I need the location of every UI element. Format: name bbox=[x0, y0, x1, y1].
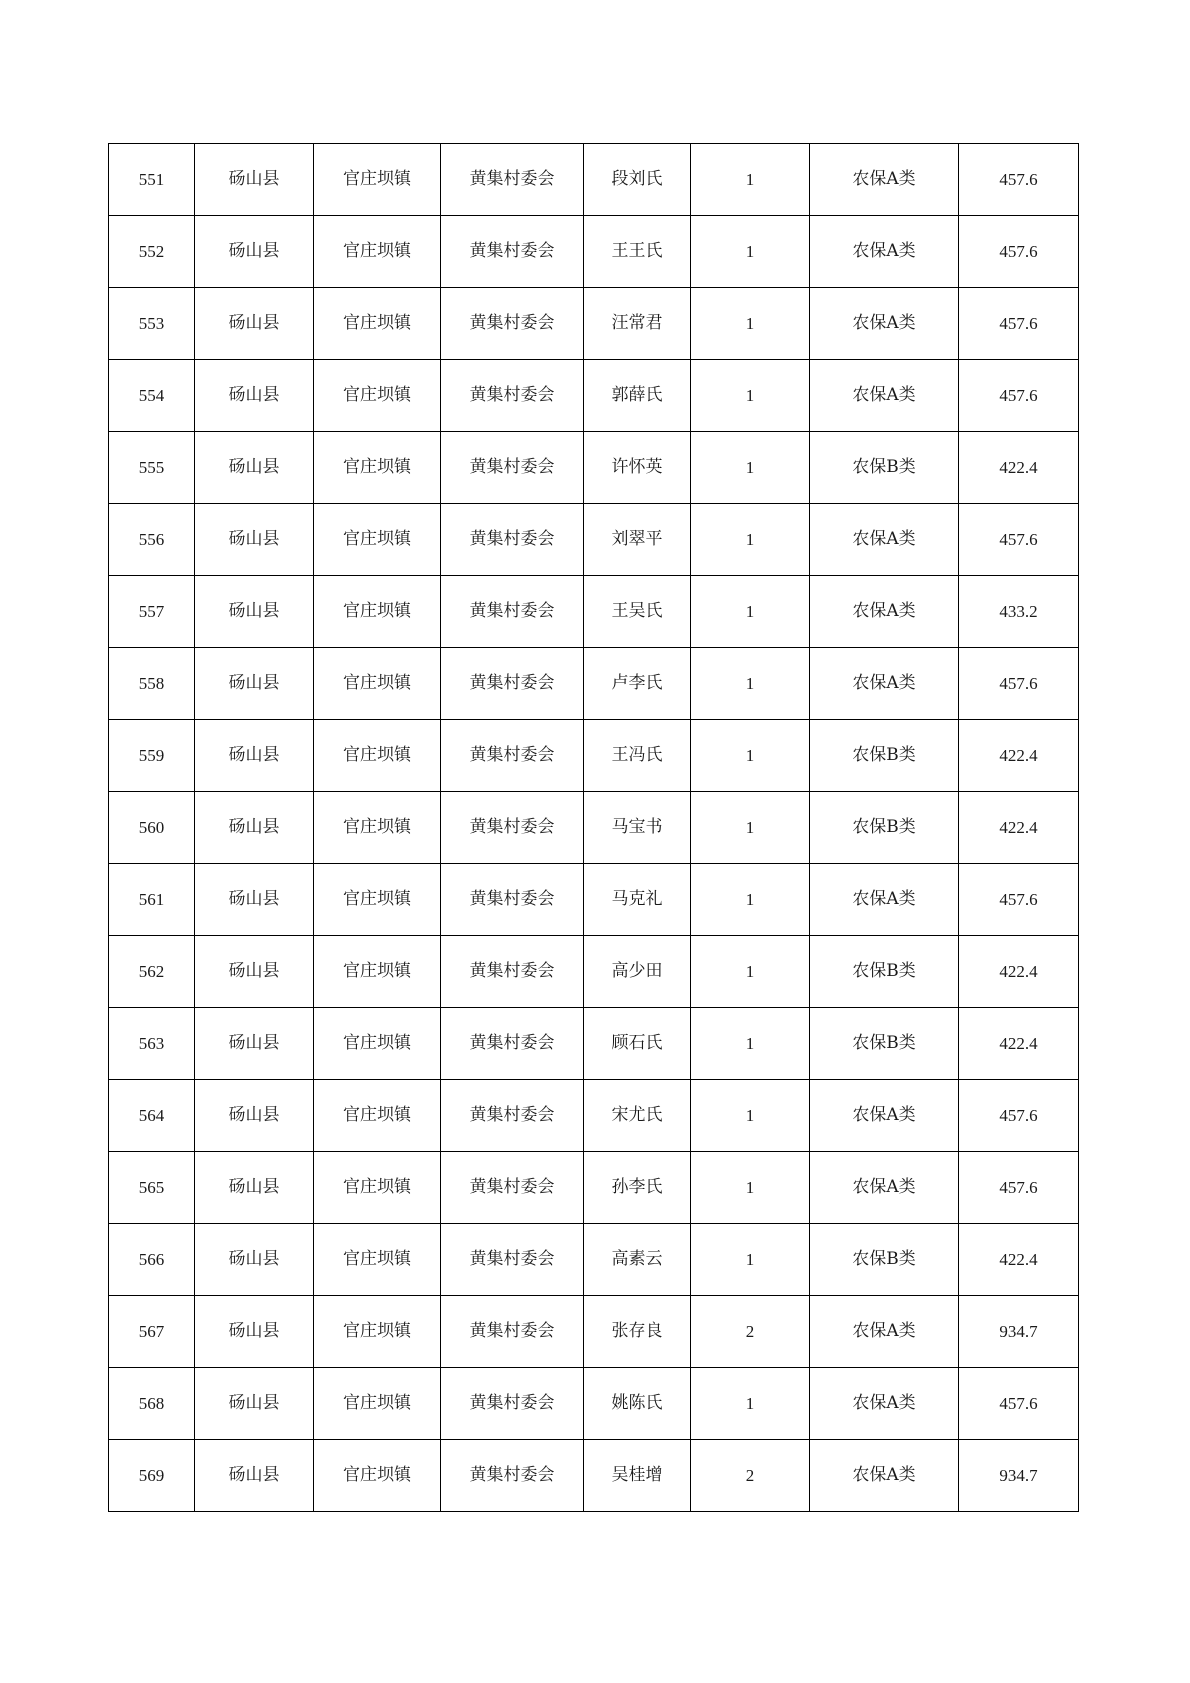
count-cell: 1 bbox=[691, 360, 810, 432]
insurance-category-cell: 农保B类 bbox=[810, 936, 959, 1008]
town-cell: 官庄坝镇 bbox=[314, 1152, 441, 1224]
county-cell: 砀山县 bbox=[195, 1224, 314, 1296]
county-cell: 砀山县 bbox=[195, 1296, 314, 1368]
person-name-cell: 卢李氏 bbox=[584, 648, 691, 720]
person-name-cell: 马宝书 bbox=[584, 792, 691, 864]
amount-cell: 457.6 bbox=[959, 1080, 1079, 1152]
row-number-cell: 569 bbox=[109, 1440, 195, 1512]
person-name-cell: 高少田 bbox=[584, 936, 691, 1008]
insurance-category-cell: 农保B类 bbox=[810, 1008, 959, 1080]
count-cell: 1 bbox=[691, 1080, 810, 1152]
town-cell: 官庄坝镇 bbox=[314, 792, 441, 864]
table-row bbox=[109, 792, 1079, 864]
row-number-cell: 554 bbox=[109, 360, 195, 432]
town-cell: 官庄坝镇 bbox=[314, 1080, 441, 1152]
county-cell: 砀山县 bbox=[195, 1440, 314, 1512]
insurance-category-cell: 农保A类 bbox=[810, 1152, 959, 1224]
amount-cell: 422.4 bbox=[959, 720, 1079, 792]
count-cell: 1 bbox=[691, 216, 810, 288]
insurance-category-cell: 农保A类 bbox=[810, 864, 959, 936]
count-cell: 1 bbox=[691, 792, 810, 864]
amount-cell: 457.6 bbox=[959, 1368, 1079, 1440]
village-committee-cell: 黄集村委会 bbox=[441, 1152, 584, 1224]
amount-cell: 457.6 bbox=[959, 1152, 1079, 1224]
row-number-cell: 565 bbox=[109, 1152, 195, 1224]
insurance-category-cell: 农保A类 bbox=[810, 288, 959, 360]
count-cell: 1 bbox=[691, 720, 810, 792]
insurance-category-cell: 农保B类 bbox=[810, 720, 959, 792]
village-committee-cell: 黄集村委会 bbox=[441, 288, 584, 360]
count-cell: 1 bbox=[691, 504, 810, 576]
amount-cell: 457.6 bbox=[959, 648, 1079, 720]
table-row bbox=[109, 1080, 1079, 1152]
person-name-cell: 汪常君 bbox=[584, 288, 691, 360]
person-name-cell: 孙李氏 bbox=[584, 1152, 691, 1224]
row-number-cell: 552 bbox=[109, 216, 195, 288]
table-row bbox=[109, 144, 1079, 216]
insurance-category-cell: 农保A类 bbox=[810, 360, 959, 432]
village-committee-cell: 黄集村委会 bbox=[441, 576, 584, 648]
insurance-category-cell: 农保B类 bbox=[810, 792, 959, 864]
table-row bbox=[109, 1152, 1079, 1224]
table-row bbox=[109, 936, 1079, 1008]
insurance-category-cell: 农保A类 bbox=[810, 576, 959, 648]
table-row bbox=[109, 1440, 1079, 1512]
amount-cell: 422.4 bbox=[959, 1008, 1079, 1080]
insurance-category-cell: 农保A类 bbox=[810, 1440, 959, 1512]
village-committee-cell: 黄集村委会 bbox=[441, 720, 584, 792]
village-committee-cell: 黄集村委会 bbox=[441, 648, 584, 720]
amount-cell: 457.6 bbox=[959, 216, 1079, 288]
count-cell: 1 bbox=[691, 432, 810, 504]
table-body bbox=[109, 144, 1079, 1512]
county-cell: 砀山县 bbox=[195, 720, 314, 792]
town-cell: 官庄坝镇 bbox=[314, 1008, 441, 1080]
amount-cell: 457.6 bbox=[959, 144, 1079, 216]
table-row bbox=[109, 864, 1079, 936]
insurance-category-cell: 农保A类 bbox=[810, 504, 959, 576]
person-name-cell: 刘翠平 bbox=[584, 504, 691, 576]
row-number-cell: 562 bbox=[109, 936, 195, 1008]
person-name-cell: 段刘氏 bbox=[584, 144, 691, 216]
table-row bbox=[109, 216, 1079, 288]
insurance-category-cell: 农保A类 bbox=[810, 1368, 959, 1440]
county-cell: 砀山县 bbox=[195, 432, 314, 504]
insurance-category-cell: 农保B类 bbox=[810, 1224, 959, 1296]
village-committee-cell: 黄集村委会 bbox=[441, 864, 584, 936]
amount-cell: 422.4 bbox=[959, 792, 1079, 864]
row-number-cell: 553 bbox=[109, 288, 195, 360]
count-cell: 1 bbox=[691, 1368, 810, 1440]
person-name-cell: 高素云 bbox=[584, 1224, 691, 1296]
town-cell: 官庄坝镇 bbox=[314, 216, 441, 288]
county-cell: 砀山县 bbox=[195, 1152, 314, 1224]
town-cell: 官庄坝镇 bbox=[314, 288, 441, 360]
amount-cell: 422.4 bbox=[959, 1224, 1079, 1296]
count-cell: 1 bbox=[691, 648, 810, 720]
town-cell: 官庄坝镇 bbox=[314, 720, 441, 792]
count-cell: 1 bbox=[691, 288, 810, 360]
village-committee-cell: 黄集村委会 bbox=[441, 144, 584, 216]
insurance-category-cell: 农保A类 bbox=[810, 648, 959, 720]
person-name-cell: 姚陈氏 bbox=[584, 1368, 691, 1440]
village-committee-cell: 黄集村委会 bbox=[441, 432, 584, 504]
count-cell: 1 bbox=[691, 864, 810, 936]
table-row bbox=[109, 288, 1079, 360]
person-name-cell: 许怀英 bbox=[584, 432, 691, 504]
county-cell: 砀山县 bbox=[195, 576, 314, 648]
table-row bbox=[109, 360, 1079, 432]
count-cell: 1 bbox=[691, 1008, 810, 1080]
person-name-cell: 宋尤氏 bbox=[584, 1080, 691, 1152]
row-number-cell: 568 bbox=[109, 1368, 195, 1440]
row-number-cell: 555 bbox=[109, 432, 195, 504]
amount-cell: 934.7 bbox=[959, 1296, 1079, 1368]
amount-cell: 457.6 bbox=[959, 288, 1079, 360]
table-row bbox=[109, 1224, 1079, 1296]
count-cell: 1 bbox=[691, 1152, 810, 1224]
town-cell: 官庄坝镇 bbox=[314, 1224, 441, 1296]
amount-cell: 422.4 bbox=[959, 936, 1079, 1008]
count-cell: 2 bbox=[691, 1296, 810, 1368]
town-cell: 官庄坝镇 bbox=[314, 864, 441, 936]
town-cell: 官庄坝镇 bbox=[314, 504, 441, 576]
table-row bbox=[109, 648, 1079, 720]
beneficiary-table bbox=[108, 143, 1079, 1512]
count-cell: 2 bbox=[691, 1440, 810, 1512]
village-committee-cell: 黄集村委会 bbox=[441, 936, 584, 1008]
town-cell: 官庄坝镇 bbox=[314, 144, 441, 216]
row-number-cell: 563 bbox=[109, 1008, 195, 1080]
row-number-cell: 556 bbox=[109, 504, 195, 576]
person-name-cell: 王吴氏 bbox=[584, 576, 691, 648]
count-cell: 1 bbox=[691, 144, 810, 216]
count-cell: 1 bbox=[691, 1224, 810, 1296]
row-number-cell: 559 bbox=[109, 720, 195, 792]
county-cell: 砀山县 bbox=[195, 1080, 314, 1152]
village-committee-cell: 黄集村委会 bbox=[441, 1224, 584, 1296]
county-cell: 砀山县 bbox=[195, 144, 314, 216]
town-cell: 官庄坝镇 bbox=[314, 648, 441, 720]
village-committee-cell: 黄集村委会 bbox=[441, 1296, 584, 1368]
village-committee-cell: 黄集村委会 bbox=[441, 504, 584, 576]
amount-cell: 457.6 bbox=[959, 360, 1079, 432]
person-name-cell: 王王氏 bbox=[584, 216, 691, 288]
person-name-cell: 顾石氏 bbox=[584, 1008, 691, 1080]
table-row bbox=[109, 720, 1079, 792]
amount-cell: 457.6 bbox=[959, 864, 1079, 936]
county-cell: 砀山县 bbox=[195, 360, 314, 432]
village-committee-cell: 黄集村委会 bbox=[441, 792, 584, 864]
village-committee-cell: 黄集村委会 bbox=[441, 1368, 584, 1440]
town-cell: 官庄坝镇 bbox=[314, 576, 441, 648]
county-cell: 砀山县 bbox=[195, 504, 314, 576]
county-cell: 砀山县 bbox=[195, 936, 314, 1008]
town-cell: 官庄坝镇 bbox=[314, 432, 441, 504]
town-cell: 官庄坝镇 bbox=[314, 1368, 441, 1440]
insurance-category-cell: 农保B类 bbox=[810, 432, 959, 504]
county-cell: 砀山县 bbox=[195, 648, 314, 720]
town-cell: 官庄坝镇 bbox=[314, 936, 441, 1008]
count-cell: 1 bbox=[691, 576, 810, 648]
insurance-category-cell: 农保A类 bbox=[810, 216, 959, 288]
person-name-cell: 马克礼 bbox=[584, 864, 691, 936]
county-cell: 砀山县 bbox=[195, 288, 314, 360]
row-number-cell: 557 bbox=[109, 576, 195, 648]
county-cell: 砀山县 bbox=[195, 864, 314, 936]
table-row bbox=[109, 1008, 1079, 1080]
village-committee-cell: 黄集村委会 bbox=[441, 1440, 584, 1512]
village-committee-cell: 黄集村委会 bbox=[441, 1008, 584, 1080]
town-cell: 官庄坝镇 bbox=[314, 1440, 441, 1512]
table-row bbox=[109, 576, 1079, 648]
person-name-cell: 张存良 bbox=[584, 1296, 691, 1368]
row-number-cell: 558 bbox=[109, 648, 195, 720]
person-name-cell: 吴桂增 bbox=[584, 1440, 691, 1512]
insurance-category-cell: 农保A类 bbox=[810, 1296, 959, 1368]
row-number-cell: 560 bbox=[109, 792, 195, 864]
person-name-cell: 王冯氏 bbox=[584, 720, 691, 792]
county-cell: 砀山县 bbox=[195, 792, 314, 864]
village-committee-cell: 黄集村委会 bbox=[441, 360, 584, 432]
count-cell: 1 bbox=[691, 936, 810, 1008]
amount-cell: 422.4 bbox=[959, 432, 1079, 504]
village-committee-cell: 黄集村委会 bbox=[441, 1080, 584, 1152]
row-number-cell: 566 bbox=[109, 1224, 195, 1296]
row-number-cell: 567 bbox=[109, 1296, 195, 1368]
table-row bbox=[109, 1296, 1079, 1368]
table-row bbox=[109, 432, 1079, 504]
town-cell: 官庄坝镇 bbox=[314, 360, 441, 432]
insurance-category-cell: 农保A类 bbox=[810, 144, 959, 216]
amount-cell: 433.2 bbox=[959, 576, 1079, 648]
insurance-category-cell: 农保A类 bbox=[810, 1080, 959, 1152]
county-cell: 砀山县 bbox=[195, 1008, 314, 1080]
table-row bbox=[109, 504, 1079, 576]
row-number-cell: 564 bbox=[109, 1080, 195, 1152]
town-cell: 官庄坝镇 bbox=[314, 1296, 441, 1368]
table-row bbox=[109, 1368, 1079, 1440]
amount-cell: 457.6 bbox=[959, 504, 1079, 576]
person-name-cell: 郭薛氏 bbox=[584, 360, 691, 432]
amount-cell: 934.7 bbox=[959, 1440, 1079, 1512]
row-number-cell: 551 bbox=[109, 144, 195, 216]
county-cell: 砀山县 bbox=[195, 1368, 314, 1440]
row-number-cell: 561 bbox=[109, 864, 195, 936]
village-committee-cell: 黄集村委会 bbox=[441, 216, 584, 288]
county-cell: 砀山县 bbox=[195, 216, 314, 288]
